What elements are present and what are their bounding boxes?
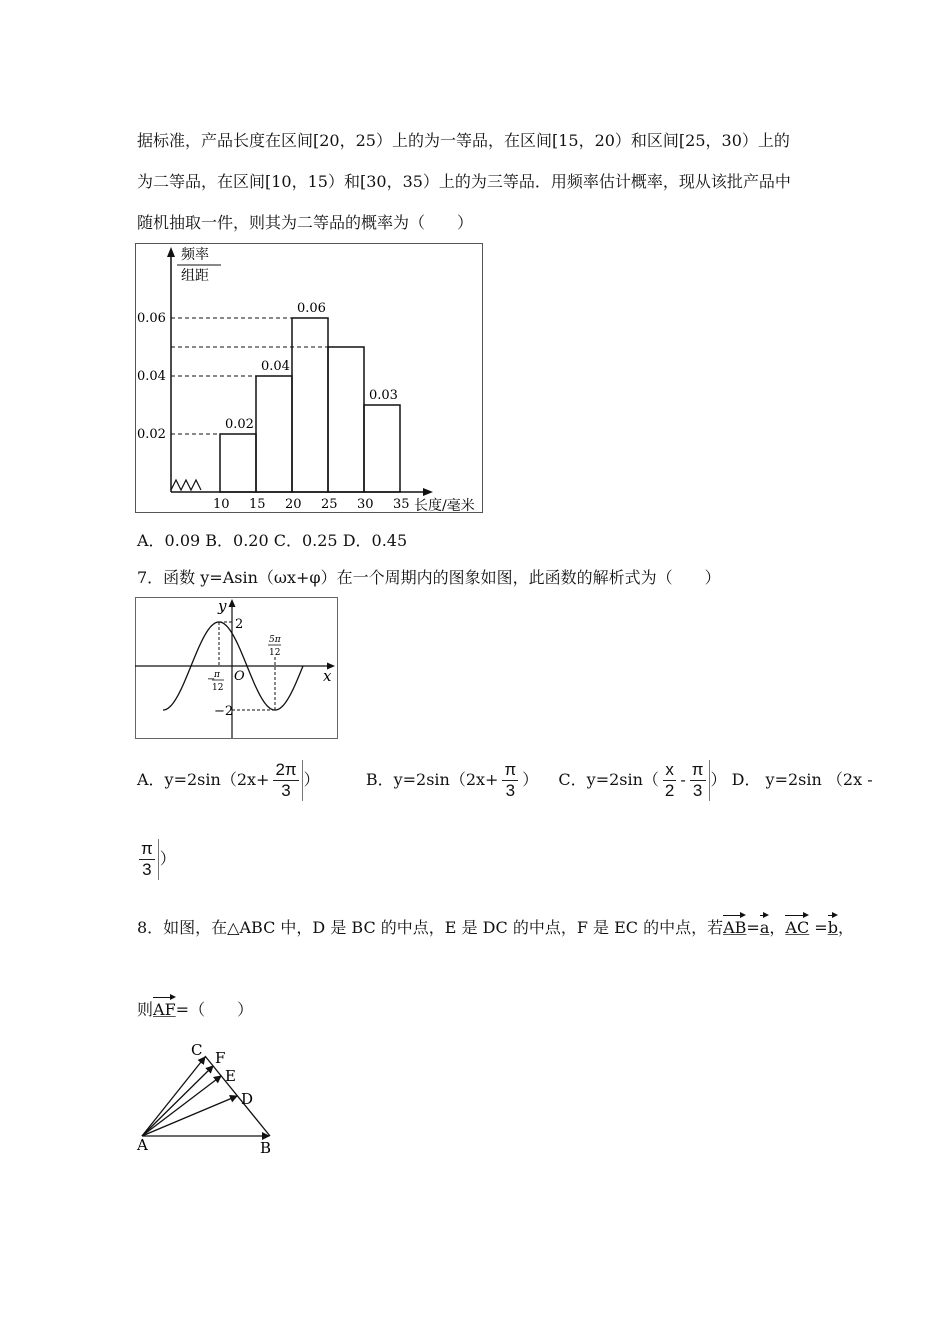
x-tick-label: 10 [213,497,230,512]
q7-option-c [558,760,731,800]
q8-question [137,994,253,1020]
q7-option-d-denominator: 3 [142,860,152,879]
q8-equals-2: = [809,918,828,937]
x-tick-label: 30 [357,497,374,512]
point-d-label: D [241,1090,254,1108]
x-tick-label: 20 [285,497,302,512]
q8-stem [137,912,854,938]
q7-stem: 7．函数 y=Asin（ωx+φ）在一个周期内的图象如图，此函数的解析式为（ ） [137,568,721,587]
q7-option-d-continuation [135,837,176,881]
q8-comma: ， [769,918,786,937]
q7-option-c-fraction-1 [660,760,679,801]
x-axis-label: x [323,667,332,685]
neg-tick-sign: − [207,674,216,685]
bar-value-label: 0.02 [225,417,254,432]
vector-a: a [760,912,770,937]
pos-tick-denominator: 12 [269,648,281,658]
q7-option-b-prefix: B．y=2sin（2x+ [365,770,499,789]
vector-arrow-ae [142,1076,221,1136]
point-e-label: E [225,1067,236,1085]
vector-arrow-ac [142,1057,205,1136]
q8-question-suffix: =（ ） [175,1000,254,1019]
histogram-bar [328,347,364,492]
sine-graph-figure [135,597,338,743]
q7-option-b-numerator: π [504,760,517,779]
y-axis-arrow [167,247,175,257]
sine-graph-svg [135,597,338,739]
q7-option-a-suffix: ） [303,770,320,789]
x-tick-label: 15 [249,497,266,512]
q7-option-c-minus: - [680,770,686,789]
vector-af: AF [153,994,176,1019]
y-tick-label: 0.06 [137,311,166,326]
y-axis-label: y [218,597,227,615]
origin-label: O [234,669,245,684]
histogram-bar [220,434,256,492]
x-axis-arrow [423,488,433,496]
q7-option-a-prefix: A．y=2sin（2x+ [137,770,270,789]
max-value-label: 2 [235,617,244,632]
vector-ab: AB [723,912,746,937]
bar-value-label: 0.06 [297,301,326,316]
vector-b: b [828,912,838,937]
bar-value-label: 0.03 [369,388,398,403]
point-c-label: C [191,1041,203,1059]
x-axis-label: 长度/毫米 [414,498,475,513]
y-axis-arrow [229,599,236,607]
axis-break-zigzag [171,480,201,490]
pos-tick-numerator: 5π [269,635,281,645]
q8-equals-1: = [746,918,760,937]
bar-value-label: 0.04 [261,359,290,374]
q7-option-b-suffix: ） [522,770,539,789]
y-axis-label-numerator: 频率 [181,247,209,263]
q7-option-b-fraction [499,760,521,801]
q8-stem-text: 8．如图，在△ABC 中，D 是 BC 的中点，E 是 DC 的中点，F 是 EC 的中点，若 [137,918,724,937]
q7-option-a-denominator: 3 [281,781,291,800]
vector-ac: AC [785,912,809,937]
q7-option-c-suffix: ） [710,770,727,789]
vector-arrow-ad [142,1096,237,1136]
q7-option-c-numerator-2: π [691,760,704,779]
point-b-label: B [260,1139,272,1155]
q7-option-d-suffix: ） [159,849,176,868]
q7-option-c-prefix: C．y=2sin（ [558,770,659,789]
segment-cb [205,1056,270,1136]
triangle-figure [133,1040,283,1159]
q7-option-c-fraction-2 [687,760,710,801]
neg-tick-numerator: π [214,670,220,680]
q7-option-d-numerator: π [141,839,153,858]
histogram-svg [135,243,483,513]
point-f-label: F [215,1049,226,1067]
q7-option-c-denominator-1: 2 [664,781,675,800]
q8-question-prefix: 则 [137,1000,154,1019]
x-tick-label: 25 [321,497,338,512]
min-value-label: −2 [214,704,234,719]
q6-stem-line-3: 随机抽取一件，则其为二等品的概率为（ ） [137,213,474,232]
q6-options: A．0.09 B．0.20 C．0.25 D．0.45 [137,531,408,550]
x-tick-label: 35 [393,497,410,512]
q7-option-c-numerator-1: x [663,760,676,781]
point-a-label: A [137,1136,148,1154]
histogram-bar [364,405,400,492]
y-tick-label: 0.04 [137,369,166,384]
y-tick-label: 0.02 [137,427,166,442]
q7-option-a-numerator: 2π [275,760,297,779]
q7-option-a-fraction [270,760,302,801]
q7-option-b [365,760,543,800]
histogram-bar [256,376,292,492]
q7-option-d-fraction [136,839,159,880]
q6-stem-line-1: 据标准，产品长度在区间[20，25）上的为一等品，在区间[15，20）和区间[25，30）上的 [137,131,790,150]
neg-tick-denominator: 12 [212,683,224,693]
histogram-figure [135,243,483,517]
q8-stem-end: ， [837,918,854,937]
triangle-svg [133,1040,283,1155]
y-axis-label-denominator: 组距 [181,268,209,284]
q6-stem-line-2: 为二等品，在区间[10，15）和[30，35）上的为三等品．用频率估计概率，现从该批产品中 [137,172,791,191]
vector-arrow-af [142,1066,213,1136]
histogram-bar [292,318,328,492]
q7-options-row [137,758,873,802]
q7-option-c-denominator-2: 3 [692,781,703,800]
q7-option-d-prefix: D． y=2sin （2x - [731,770,873,789]
q7-option-b-denominator: 3 [505,781,516,800]
